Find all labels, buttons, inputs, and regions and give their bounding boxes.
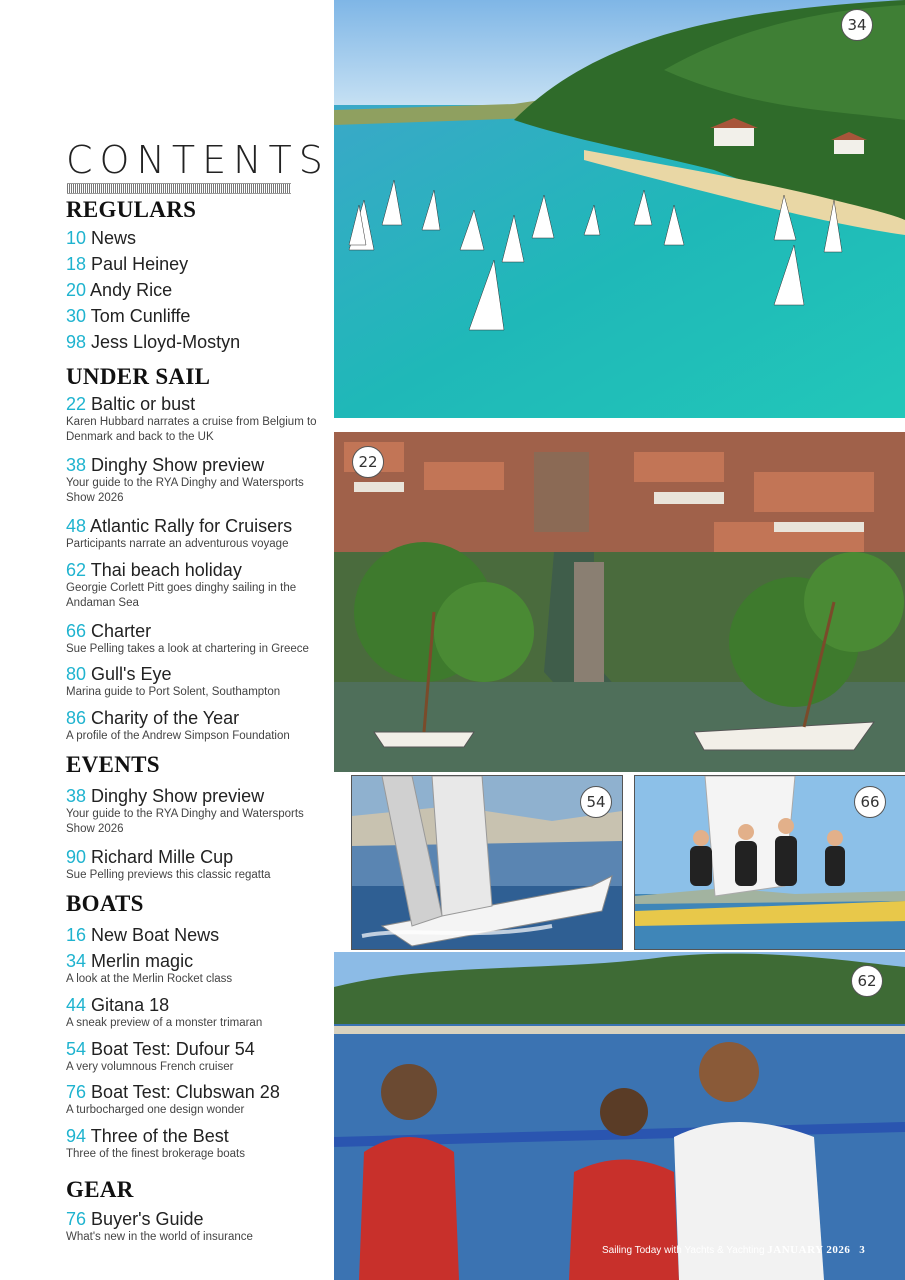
toc-entry[interactable] — [66, 707, 321, 744]
entry-title: Thai beach holiday — [90, 560, 242, 580]
page-number: 80 — [66, 664, 87, 684]
entry-description: Sue Pelling previews this classic regatta — [66, 869, 271, 881]
toc-entry[interactable] — [66, 1125, 321, 1162]
dinghy-bay-illustration — [334, 0, 905, 418]
page-number: 22 — [66, 394, 87, 414]
section-heading-under-sail: UNDER SAIL — [66, 364, 211, 389]
toc-entry[interactable] — [66, 331, 321, 353]
page-number: 10 — [66, 228, 87, 248]
entry-description: Marina guide to Port Solent, Southampton — [66, 686, 281, 698]
toc-entry[interactable] — [66, 1081, 321, 1118]
entry-title: Boat Test: Clubswan 28 — [91, 1082, 280, 1102]
harbour-illustration — [334, 432, 905, 772]
toc-entry[interactable] — [66, 950, 321, 987]
section-heading-gear: GEAR — [66, 1177, 134, 1202]
kids-boat-illustration — [334, 952, 905, 1280]
entry-title: Jess Lloyd-Mostyn — [91, 332, 241, 352]
entry-title: Charter — [91, 621, 152, 641]
page-badge: 66 — [854, 786, 886, 818]
page-number: 48 — [66, 516, 87, 536]
page-number: 76 — [66, 1082, 87, 1102]
entry-description: A look at the Merlin Rocket class — [66, 973, 233, 985]
page-number-footer: 3 — [859, 1244, 865, 1256]
page-number: 90 — [66, 847, 87, 867]
page-badge: 62 — [851, 965, 883, 997]
page-number: 16 — [66, 925, 87, 945]
entry-title: Richard Mille Cup — [91, 847, 234, 867]
entry-description: Your guide to the RYA Dinghy and Watersports Show 2026 — [66, 477, 304, 504]
entry-title: Merlin magic — [91, 951, 194, 971]
entry-description: A sneak preview of a monster trimaran — [66, 1017, 263, 1029]
toc-entry[interactable] — [66, 846, 321, 883]
page-number: 62 — [66, 560, 87, 580]
entry-title: Gull's Eye — [91, 664, 172, 684]
photo-dufour-yacht[interactable] — [351, 775, 623, 950]
page-number: 38 — [66, 455, 87, 475]
toc-entry[interactable] — [66, 279, 321, 301]
toc-entry[interactable] — [66, 393, 321, 445]
page-number: 54 — [66, 1039, 87, 1059]
page-number: 44 — [66, 995, 87, 1015]
entry-title: Tom Cunliffe — [90, 306, 191, 326]
magazine-name: Sailing Today with Yachts & Yachting — [602, 1245, 765, 1256]
page-number: 34 — [66, 951, 87, 971]
page-footer — [602, 1244, 865, 1256]
toc-entry[interactable] — [66, 994, 321, 1031]
entry-description: Georgie Corlett Pitt goes dinghy sailing in the Andaman Sea — [66, 582, 297, 609]
section-heading-boats: BOATS — [66, 891, 144, 916]
entry-description: What's new in the world of insurance — [66, 1231, 253, 1243]
toc-entry[interactable] — [66, 515, 321, 552]
section-heading-regulars: REGULARS — [66, 197, 197, 222]
toc-entry[interactable] — [66, 620, 321, 657]
entry-description: A turbocharged one design wonder — [66, 1104, 245, 1116]
entry-title: Three of the Best — [90, 1126, 229, 1146]
entry-title: Dinghy Show preview — [91, 786, 265, 806]
toc-entry[interactable] — [66, 559, 321, 611]
title-rule — [67, 183, 291, 194]
entry-title: Andy Rice — [90, 280, 173, 300]
entry-title: Boat Test: Dufour 54 — [91, 1039, 255, 1059]
page-number: 18 — [66, 254, 87, 274]
page-number: 30 — [66, 306, 87, 326]
toc-entry[interactable] — [66, 253, 321, 275]
issue-date: JANUARY 2026 — [767, 1244, 851, 1256]
toc-entry[interactable] — [66, 785, 321, 837]
toc-entry[interactable] — [66, 454, 321, 506]
page-badge: 34 — [841, 9, 873, 41]
entry-title: News — [91, 228, 137, 248]
entry-title: Atlantic Rally for Cruisers — [90, 516, 293, 536]
page-number: 86 — [66, 708, 87, 728]
section-heading-events: EVENTS — [66, 752, 160, 777]
entry-description: Participants narrate an adventurous voyage — [66, 538, 289, 550]
entry-description: Karen Hubbard narrates a cruise from Belgium to Denmark and back to the UK — [66, 416, 317, 443]
toc-entry[interactable] — [66, 663, 321, 700]
photo-harbour-aerial[interactable] — [334, 432, 905, 772]
toc-entry[interactable] — [66, 305, 321, 327]
photo-thai-beach[interactable] — [334, 952, 905, 1280]
entry-title: Buyer's Guide — [91, 1209, 204, 1229]
entry-title: Charity of the Year — [91, 708, 240, 728]
entry-description: A very volumnous French cruiser — [66, 1061, 234, 1073]
photo-merlin-dinghies[interactable] — [334, 0, 905, 418]
toc-entry[interactable] — [66, 227, 321, 249]
entry-description: Three of the finest brokerage boats — [66, 1148, 245, 1160]
entry-description: Your guide to the RYA Dinghy and Watersports Show 2026 — [66, 808, 304, 835]
photo-charter-jump[interactable] — [634, 775, 905, 950]
entry-title: New Boat News — [91, 925, 220, 945]
toc-entry[interactable] — [66, 1208, 321, 1245]
entry-description: Sue Pelling takes a look at chartering in Greece — [66, 643, 309, 655]
page-number: 20 — [66, 280, 87, 300]
page-number: 38 — [66, 786, 87, 806]
page-badge: 22 — [352, 446, 384, 478]
page-badge: 54 — [580, 786, 612, 818]
toc-entry[interactable] — [66, 924, 321, 946]
entry-title: Baltic or bust — [91, 394, 196, 414]
toc-entry[interactable] — [66, 1038, 321, 1075]
page-number: 98 — [66, 332, 87, 352]
page-number: 76 — [66, 1209, 87, 1229]
entry-title: Gitana 18 — [91, 995, 170, 1015]
page-number: 66 — [66, 621, 87, 641]
page-title: CONTENTS — [66, 138, 330, 182]
page-number: 94 — [66, 1126, 87, 1146]
entry-title: Dinghy Show preview — [91, 455, 265, 475]
entry-description: A profile of the Andrew Simpson Foundation — [66, 730, 290, 742]
entry-title: Paul Heiney — [91, 254, 189, 274]
